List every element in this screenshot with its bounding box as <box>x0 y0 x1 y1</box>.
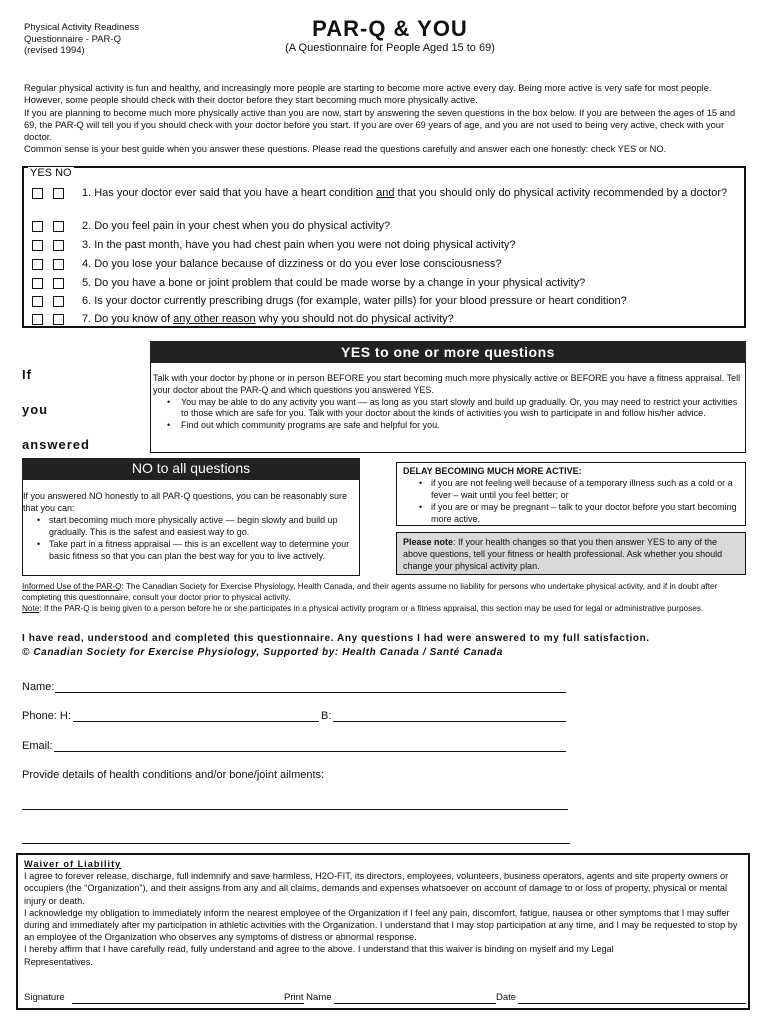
yes-no-header: YES NO <box>30 167 72 179</box>
signature-field[interactable] <box>72 1003 304 1004</box>
phone-business-field-label: B: <box>321 710 332 722</box>
q2-yes-checkbox[interactable] <box>32 221 43 232</box>
intro-paragraph-2: If you are planning to become much more physically active than you are now, start by answering the seven questions in the box below. If you are between the ages of 15 and 69, the PAR-Q will tell you if you should check with your doctor before you start. If you are over 69 years of age, and you are not used to being very active, check with your doctor. <box>24 107 736 143</box>
phone-home-field[interactable] <box>73 721 319 722</box>
question-row-5 <box>32 276 742 290</box>
q6-yes-checkbox[interactable] <box>32 296 43 307</box>
form-identifier-line2: Questionnaire - PAR-Q <box>24 33 121 45</box>
name-field[interactable] <box>55 692 566 693</box>
intro-paragraph-3: Common sense is your best guide when you answer these questions. Please read the questions carefully and answer each one honestly: check YES or NO. <box>24 144 667 155</box>
q3-yes-checkbox[interactable] <box>32 240 43 251</box>
q5-no-checkbox[interactable] <box>53 278 64 289</box>
yes-section-bullet-1: • You may be able to do any activity you want — as long as you start slowly and build up gradually. Or, you may need to restrict your activities to those which are safe for you. Talk with your doctor about the kinds of activities you wish to participate in and follow his/her advice. <box>167 397 743 421</box>
waiver-paragraph-2: I acknowledge my obligation to immediately inform the nearest employee of the Organization if I feel any pain, discomfort, fatigue, nausea or other symptoms that I may suffer during and immediately after my participation in athletic activities with the Organization. I understand that I may stop participation at any time, and I may be requested to stop by an employee of the Organization who observes any symptoms of distress or abnormal response. <box>24 907 738 943</box>
copyright-line: © Canadian Society for Exercise Physiology, Supported by: Health Canada / Santé Canada <box>22 647 503 658</box>
q1-text-b: that you should only do physical activity recommended by a doctor? <box>394 187 728 199</box>
no-section-body <box>22 480 360 576</box>
page-header <box>0 16 770 54</box>
yes-section-body <box>150 363 746 453</box>
form-identifier-line3: (revised 1994) <box>24 45 85 56</box>
note-text: : If the PAR-Q is being given to a person before he or she participates in a physical activity program or a fitness appraisal, this section may be used for legal or administrative purposes. <box>39 603 704 613</box>
form-identifier-line1: Physical Activity Readiness <box>24 22 140 33</box>
name-field-label: Name: <box>22 681 55 693</box>
question-3-text: 3. In the past month, have you had chest pain when you were not doing physical activity? <box>82 239 516 251</box>
q1-text-underlined: and <box>376 187 395 199</box>
delay-section <box>396 462 746 526</box>
please-note-box <box>396 532 746 575</box>
informed-use-text: : The Canadian Society for Exercise Physiology, Health Canada, and their agents assume no liability for persons who undertake physical activity, and if in doubt after completing this questionnaire, consult your doctor prior to physical activity. <box>22 582 718 602</box>
q2-no-checkbox[interactable] <box>53 221 64 232</box>
health-details-line-1[interactable] <box>22 809 568 810</box>
page-subtitle: (A Questionnaire for People Aged 15 to 69) <box>285 42 495 54</box>
if-you-answered-word-3: answered <box>22 437 90 452</box>
q7-text-a: 7. Do you know of <box>82 313 174 325</box>
yes-section-text: Talk with your doctor by phone or in person BEFORE you start becoming much more physically active or BEFORE you have a fitness appraisal. Tell your doctor about the PAR-Q and which questions you answered YES. <box>153 373 741 395</box>
signature-label: Signature <box>24 991 65 1003</box>
q7-no-checkbox[interactable] <box>53 314 64 325</box>
yes-section-bullet-2: • Find out which community programs are safe and helpful for you. <box>167 420 743 432</box>
acknowledgement-line: I have read, understood and completed this questionnaire. Any questions I had were answered to my full satisfaction. <box>22 633 650 644</box>
question-row-3 <box>32 238 742 252</box>
waiver-title: Waiver of Liability <box>24 859 122 869</box>
print-name-label: Print Name <box>284 991 332 1003</box>
please-note-text: : If your health changes so that you then answer YES to any of the above questions, tell your fitness or health professional. Ask whether you should change your physical activity plan. <box>403 537 723 571</box>
if-you-answered-word-2: you <box>22 402 49 417</box>
question-4-text: 4. Do you lose your balance because of dizziness or do you ever lose consciousness? <box>82 258 502 270</box>
date-label: Date <box>496 991 517 1003</box>
if-you-answered-word-1: If <box>22 367 32 382</box>
print-name-field[interactable] <box>334 1003 496 1004</box>
q7-text-b: why you should not do physical activity? <box>255 313 454 325</box>
question-2-text: 2. Do you feel pain in your chest when you do physical activity? <box>82 220 391 232</box>
acknowledgement <box>22 632 746 660</box>
question-5-text: 5. Do you have a bone or joint problem that could be made worse by a change in your physical activity? <box>82 277 586 289</box>
no-section-bullet-2: • Take part in a fitness appraisal — this is an excellent way to determine your basic fitness so that you can plan the best way for you to live actively. <box>37 538 357 562</box>
question-row-2 <box>32 219 742 233</box>
email-field-label: Email: <box>22 740 53 752</box>
intro-text <box>24 82 748 156</box>
yes-section-header: YES to one or more questions <box>150 341 746 363</box>
q1-text-a: 1. Has your doctor ever said that you have a heart condition <box>82 187 377 199</box>
page-title: PAR-Q & YOU <box>312 16 468 41</box>
q4-no-checkbox[interactable] <box>53 259 64 270</box>
q7-text-underlined: any other reason <box>173 313 256 325</box>
question-row-4 <box>32 257 742 271</box>
informed-use-section <box>22 582 746 614</box>
question-row-1 <box>32 186 742 200</box>
phone-business-field[interactable] <box>333 721 566 722</box>
q7-yes-checkbox[interactable] <box>32 314 43 325</box>
q4-yes-checkbox[interactable] <box>32 259 43 270</box>
question-row-6 <box>32 294 742 308</box>
no-section-text: If you answered NO honestly to all PAR-Q questions, you can be reasonably sure that you can: <box>23 491 348 513</box>
q3-no-checkbox[interactable] <box>53 240 64 251</box>
email-field[interactable] <box>54 751 566 752</box>
health-details-label: Provide details of health conditions and/or bone/joint ailments: <box>22 769 325 781</box>
q1-yes-checkbox[interactable] <box>32 188 43 199</box>
informed-use-label: Informed Use of the PAR-Q <box>22 582 122 591</box>
note-label: Note <box>22 603 40 613</box>
q1-no-checkbox[interactable] <box>53 188 64 199</box>
question-1-text <box>82 186 742 200</box>
question-row-7 <box>32 312 742 326</box>
question-7-text <box>82 312 742 326</box>
q6-no-checkbox[interactable] <box>53 296 64 307</box>
delay-section-title: DELAY BECOMING MUCH MORE ACTIVE: <box>403 466 582 476</box>
q5-yes-checkbox[interactable] <box>32 278 43 289</box>
questions-box <box>22 166 746 328</box>
intro-paragraph-1: Regular physical activity is fun and healthy, and increasingly more people are starting to become more active every day. Being more active is very safe for most people. However, some people should check with their doctor before they start becoming much more physically active. <box>24 83 712 106</box>
date-field[interactable] <box>518 1003 746 1004</box>
delay-bullet-2: • if you are or may be pregnant – talk to your doctor before you start becoming more active. <box>419 501 739 525</box>
phone-home-field-label: Phone: H: <box>22 710 71 722</box>
waiver-paragraph-3: I hereby affirm that I have carefully read, fully understand and agree to the above. I understand that this waiver is binding on myself and my Legal Representatives. <box>24 944 614 967</box>
signature-row <box>24 992 742 1004</box>
waiver-paragraph-1: I agree to forever release, discharge, full indemnify and save harmless, H2O-FIT, its directors, employees, volunteers, business operators, agents and site property owners or occupiers (the “Organization”), and their assigns from any and all claims, demands and expenses whatsoever on account of damage to or loss of property, physical or mental injury or death. <box>24 871 729 906</box>
delay-bullet-1: • if you are not feeling well because of a temporary illness such as a cold or a fever – wait until you feel better; or <box>419 477 739 501</box>
health-details-line-2[interactable] <box>22 843 570 844</box>
please-note-label: Please note <box>403 537 454 547</box>
no-section-bullet-1: • start becoming much more physically active — begin slowly and build up gradually. This is the safest and easiest way to go. <box>37 514 357 538</box>
question-6-text: 6. Is your doctor currently prescribing drugs (for example, water pills) for your blood pressure or heart condition? <box>82 295 627 307</box>
no-section-header: NO to all questions <box>22 458 360 480</box>
waiver-box <box>16 853 750 1010</box>
